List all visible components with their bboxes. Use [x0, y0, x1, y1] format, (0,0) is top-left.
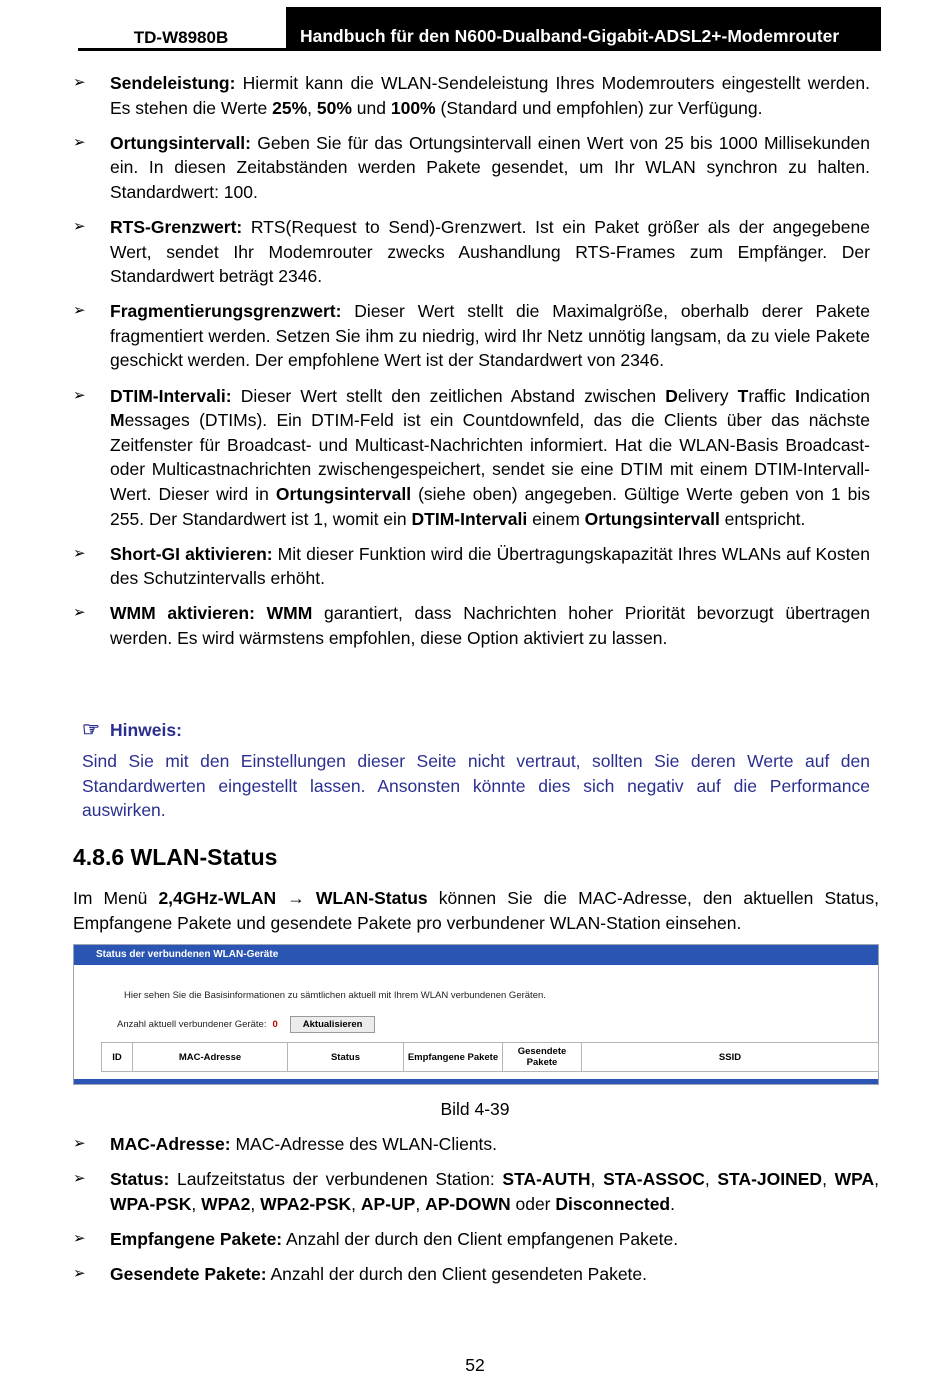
desc: ,: [307, 97, 317, 118]
desc: elivery: [677, 385, 738, 406]
desc: einem: [527, 508, 585, 529]
arrow-bullet-icon: ➢: [73, 74, 86, 91]
list-item: [73, 542, 870, 591]
panel-bottom-bar: [74, 1079, 878, 1084]
list-item: [73, 1132, 879, 1157]
status-value: AP-DOWN: [425, 1193, 511, 1214]
list-item: [73, 71, 870, 120]
acronym-letter: I: [795, 385, 800, 406]
term: RTS-Grenzwert:: [110, 216, 243, 237]
arrow-bullet-icon: ➢: [73, 386, 86, 404]
desc: und: [351, 97, 391, 118]
header-rule: [78, 48, 881, 51]
list-item: [73, 215, 870, 289]
list-item: [73, 1167, 879, 1216]
arrow-bullet-icon: ➢: [73, 544, 86, 562]
status-value: Disconnected: [555, 1193, 671, 1214]
status-value: STA-AUTH: [502, 1169, 591, 1190]
term: WMM aktivieren: WMM: [110, 603, 313, 624]
desc: (Standard und empfohlen) zur Verfügung.: [435, 97, 763, 118]
value: 50%: [316, 97, 352, 118]
panel-info-text: Hier sehen Sie die Basisinformationen zu sämtlichen aktuell mit Ihrem WLAN verbundenen Geräten.: [124, 990, 546, 1001]
arrow-bullet-icon: ➢: [73, 1170, 86, 1188]
column-header-mac: MAC-Adresse: [133, 1043, 288, 1072]
device-count-label: Anzahl aktuell verbundener Geräte:: [117, 1019, 267, 1030]
desc: Dieser Wert stellt den zeitlichen Abstand zwischen: [231, 385, 666, 406]
column-header-received: Empfangene Pakete: [404, 1043, 503, 1072]
status-value: WPA-PSK: [110, 1193, 192, 1214]
arrow-right-icon: →: [276, 888, 316, 908]
sep: oder: [510, 1193, 556, 1214]
value: 100%: [390, 97, 436, 118]
term-ref: Ortungsintervall: [275, 483, 412, 504]
desc: Im Menü: [73, 888, 159, 908]
list-item: [73, 1262, 879, 1287]
sep: ,: [351, 1193, 361, 1214]
value: 25%: [272, 97, 308, 118]
term: Empfangene Pakete:: [110, 1228, 283, 1249]
status-value: WPA: [834, 1169, 875, 1190]
sep: ,: [822, 1169, 835, 1190]
refresh-button[interactable]: Aktualisieren: [290, 1016, 376, 1033]
sep: ,: [874, 1169, 879, 1190]
arrow-bullet-icon: ➢: [73, 1135, 86, 1152]
sep: ,: [191, 1193, 202, 1214]
term: DTIM-Intervali:: [110, 385, 232, 406]
acronym-letter: T: [737, 385, 749, 406]
column-header-ssid: SSID: [582, 1043, 879, 1072]
pointing-hand-icon: ☞: [82, 719, 100, 741]
desc: Laufzeitstatus der verbundenen Station:: [169, 1169, 503, 1190]
station-table: [101, 1042, 879, 1072]
sep: .: [670, 1193, 675, 1214]
column-header-id: ID: [102, 1043, 133, 1072]
term: Status:: [110, 1169, 170, 1190]
term-ref: Ortungsintervall: [584, 508, 720, 529]
list-item: [73, 601, 870, 650]
desc: (siehe oben) angegeben. Gültige Werte geben von 1 bis 255. Der Standardwert ist 1, womit ein: [110, 483, 870, 529]
desc: Geben Sie für das Ortungsintervall einen Wert von 25 bis 1000 Millisekunden ein. In diesen Zeitabständen werden Pakete gesendet, um Ihr WLAN synchron zu halten. Standardwert: 100.: [110, 132, 870, 202]
term-ref: DTIM-Intervali: [411, 508, 528, 529]
status-value: WPA2: [201, 1193, 251, 1214]
arrow-bullet-icon: ➢: [73, 302, 86, 320]
column-header-sent: Gesendete Pakete: [503, 1043, 582, 1072]
menu-path: 2,4GHz-WLAN: [158, 888, 277, 908]
status-value: AP-UP: [360, 1193, 416, 1214]
page-header: [78, 7, 881, 51]
panel-title-bar: Status der verbundenen WLAN-Geräte: [74, 945, 878, 965]
sep: ,: [415, 1193, 426, 1214]
sep: ,: [590, 1169, 604, 1190]
desc: können Sie die MAC-Adresse, den aktuellen Status, Empfangene Pakete und gesendete Pakete pro verbundener WLAN-Station einsehen.: [73, 888, 879, 933]
list-item: [73, 384, 870, 532]
desc: garantiert, dass Nachrichten hoher Priorität bevorzugt übertragen werden. Es wird wärmstens empfohlen, diese Option aktiviert zu lassen.: [110, 603, 870, 648]
term: Fragmentierungsgrenzwert:: [110, 301, 342, 322]
desc: Hiermit kann die WLAN-Sendeleistung Ihres Modemrouters eingestellt werden. Es stehen die Werte: [110, 73, 870, 118]
header-model: TD-W8980B: [133, 28, 229, 47]
note-text: Sind Sie mit den Einstellungen dieser Seite nicht vertraut, sollten Sie deren Werte auf den Standardwerten eingestellt lassen. Ansonsten könnte dies sich negativ auf die Performance auswirken.: [82, 751, 870, 821]
arrow-bullet-icon: ➢: [73, 1229, 86, 1247]
desc: RTS(Request to Send)-Grenzwert. Ist ein Paket größer als der angegebene Wert, sendet Ihr Modemrouter zwecks Aushandlung RTS-Frames zum Empfänger. Der Standardwert beträgt 2346.: [110, 216, 870, 287]
list-item: [73, 1227, 879, 1252]
term: MAC-Adresse:: [110, 1134, 231, 1154]
desc: entspricht.: [719, 508, 806, 529]
column-header-status: Status: [288, 1043, 404, 1072]
arrow-bullet-icon: ➢: [73, 604, 86, 622]
desc: Anzahl der durch den Client gesendeten Pakete.: [266, 1263, 648, 1284]
acronym-letter: M: [110, 410, 125, 431]
list-item: [73, 299, 870, 373]
arrow-bullet-icon: ➢: [73, 1264, 86, 1282]
header-title: Handbuch für den N600-Dualband-Gigabit-ADSL2+-Modemrouter: [286, 7, 881, 51]
term: Gesendete Pakete:: [110, 1263, 267, 1284]
list-item: [73, 131, 870, 205]
table-header-row: [102, 1043, 879, 1072]
desc: Mit dieser Funktion wird die Übertragungskapazität Ihres WLANs auf Kosten des Schutzintervalls erhöht.: [110, 543, 870, 589]
section-heading: 4.8.6 WLAN-Status: [73, 844, 278, 870]
arrow-bullet-icon: ➢: [73, 133, 86, 151]
status-value: STA-ASSOC: [603, 1169, 705, 1190]
desc: MAC-Adresse des WLAN-Clients.: [230, 1134, 498, 1154]
note-box: [82, 717, 870, 823]
note-label: Hinweis:: [109, 720, 182, 740]
term: Ortungsintervall:: [110, 132, 251, 153]
field-list: [73, 1132, 879, 1297]
section-intro: [73, 886, 879, 935]
sep: ,: [704, 1169, 718, 1190]
desc: essages (DTIMs). Ein DTIM-Feld ist ein Countdownfeld, das die Clients über das nächste Zeitfenster für Broadcast- und Multicast-Nachrichten informiert. Hat die WLAN-Basis Broadcast- oder Multicastnachrichten zwischengespeichert, sendet sie eine DTIM mit einem DTIM-Intervall-Wert. Dieser wird in: [110, 410, 870, 504]
desc: raffic: [748, 385, 796, 406]
status-value: WPA2-PSK: [260, 1193, 352, 1214]
page-number: 52: [465, 1355, 485, 1375]
figure-caption: Bild 4-39: [440, 1099, 510, 1119]
term: Sendeleistung:: [110, 73, 236, 93]
device-count-row: [117, 1016, 375, 1033]
term: Short-GI aktivieren:: [110, 543, 273, 564]
arrow-bullet-icon: ➢: [73, 217, 86, 235]
status-value: STA-JOINED: [717, 1169, 823, 1190]
menu-path: WLAN-Status: [315, 888, 428, 908]
wlan-status-screenshot: [73, 944, 879, 1085]
desc: Dieser Wert stellt die Maximalgröße, oberhalb derer Pakete fragmentiert werden. Setzen Sie ihm zu niedrig, wird Ihr Netz unnötig langsam, da zu viele Pakete geschickt werden. Der empfohlene Wert ist der Standardwert von 2346.: [110, 301, 870, 371]
device-count-value: 0: [272, 1019, 278, 1030]
desc: Anzahl der durch den Client empfangenen Pakete.: [282, 1228, 679, 1249]
note-title: [82, 717, 870, 743]
sep: ,: [250, 1193, 261, 1214]
acronym-letter: D: [665, 385, 678, 406]
desc: ndication: [799, 385, 870, 406]
parameter-list: [73, 71, 870, 661]
